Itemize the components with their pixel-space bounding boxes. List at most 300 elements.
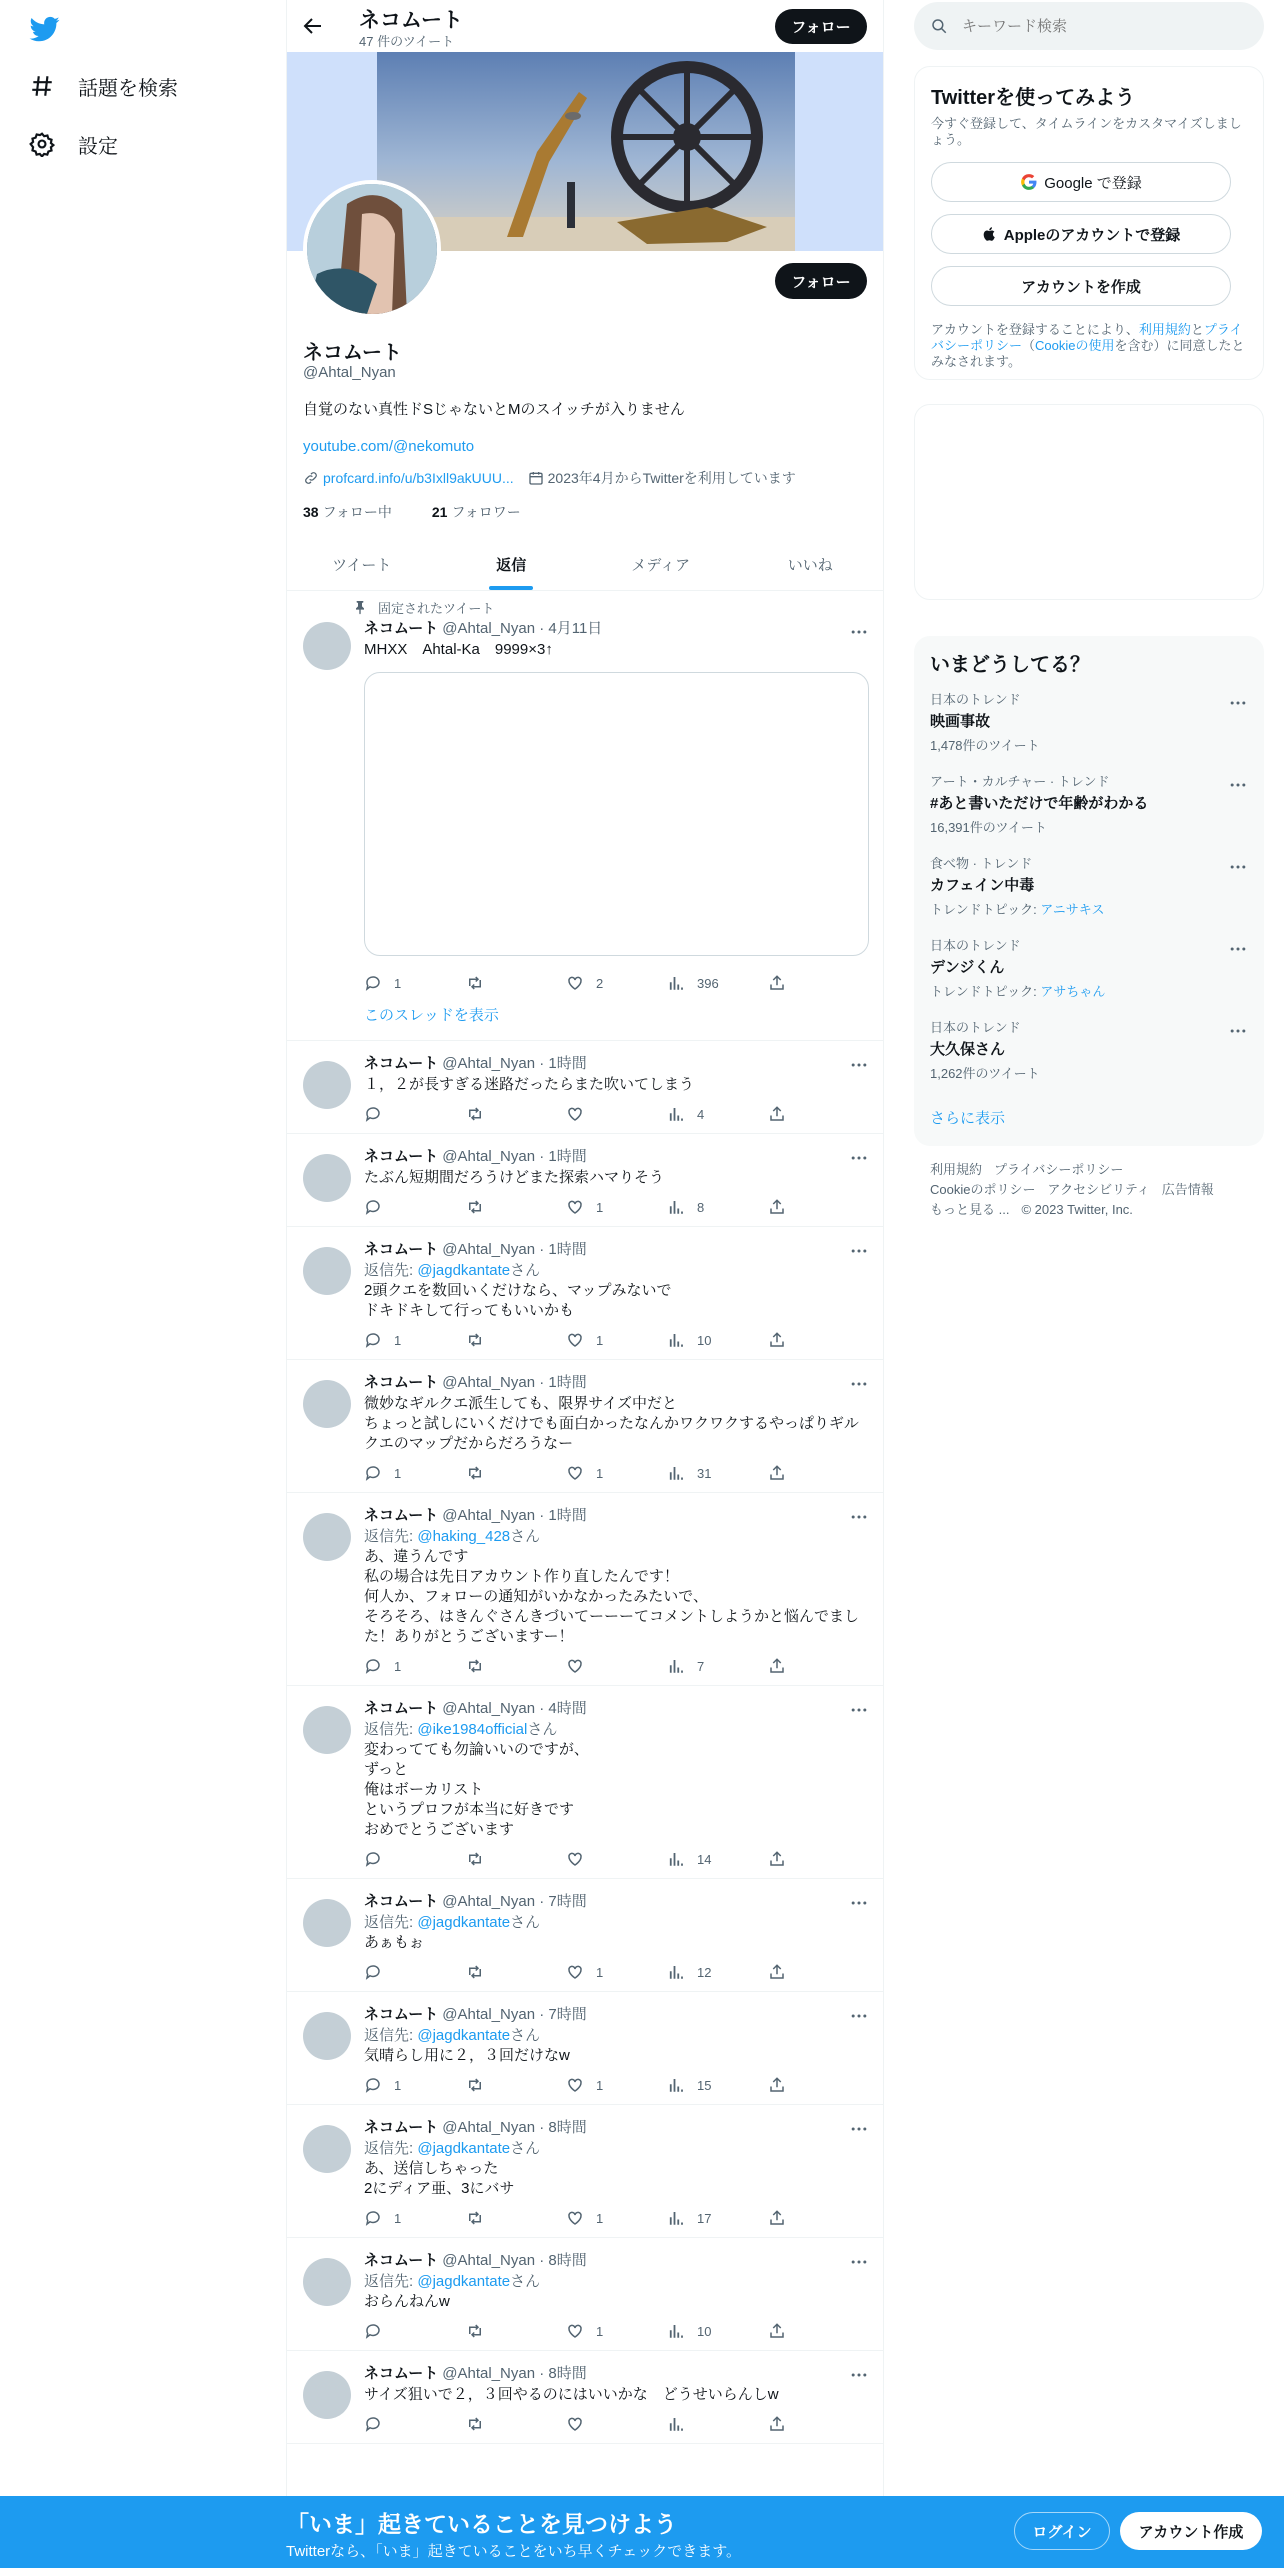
views-count: 15 xyxy=(697,2077,712,2093)
share-icon xyxy=(768,1331,786,1349)
trend-topic-link[interactable]: アサちゃん xyxy=(1040,984,1106,999)
avatar[interactable] xyxy=(303,1380,351,1428)
tweet-time[interactable]: 1時間 xyxy=(548,1374,587,1391)
tweet-author-name[interactable]: ネコムート xyxy=(364,1700,439,1717)
more-icon[interactable] xyxy=(849,1700,869,1720)
avatar[interactable] xyxy=(303,2258,351,2306)
more-icon[interactable] xyxy=(849,1148,869,1168)
footer-copyright: © 2023 Twitter, Inc. xyxy=(1021,1202,1133,1217)
views-button[interactable] xyxy=(667,1850,768,1868)
reply-button[interactable] xyxy=(364,1850,465,1868)
privacy-link[interactable]: プライバシーポリシー xyxy=(931,322,1243,353)
tweet-time[interactable]: 1時間 xyxy=(548,1148,587,1165)
profile-tabs xyxy=(287,538,884,591)
retweet-icon xyxy=(465,1198,485,1216)
tweet[interactable] xyxy=(287,1134,884,1227)
retweet-icon xyxy=(465,2322,485,2340)
tweet-author-name[interactable]: ネコムート xyxy=(364,1241,439,1258)
apple-icon xyxy=(982,225,998,243)
tweet-actions xyxy=(364,1953,869,1991)
profile-stats xyxy=(303,502,561,522)
tweet-header xyxy=(364,2250,869,2272)
search-icon xyxy=(930,17,948,35)
reply-to-mention[interactable]: @jagdkantate xyxy=(417,2140,511,2157)
reply-button[interactable] xyxy=(364,1657,465,1675)
views-button[interactable] xyxy=(667,2076,768,2094)
views-icon xyxy=(667,2076,685,2094)
gear-icon xyxy=(28,130,56,158)
terms-link[interactable]: 利用規約 xyxy=(1138,322,1191,337)
tweet-author-handle[interactable]: @Ahtal_Nyan xyxy=(442,2365,536,2382)
tweet[interactable] xyxy=(287,2105,884,2238)
followers-label: フォロワー xyxy=(451,504,521,520)
avatar-image xyxy=(307,184,437,314)
tweet-time[interactable]: 1時間 xyxy=(548,1507,587,1524)
like-button[interactable] xyxy=(566,2209,667,2227)
like-count: 1 xyxy=(596,1199,604,1215)
footer-cookie[interactable]: Cookieのポリシー xyxy=(930,1182,1036,1197)
share-icon xyxy=(768,2322,786,2340)
tweet[interactable] xyxy=(287,1360,884,1493)
more-icon[interactable] xyxy=(1228,1021,1248,1041)
tweet-time[interactable]: 8時間 xyxy=(548,2252,587,2269)
tweet[interactable] xyxy=(287,1992,884,2105)
more-icon[interactable] xyxy=(849,2365,869,2385)
retweet-button[interactable] xyxy=(465,1105,566,1123)
trend-item[interactable] xyxy=(914,1017,1264,1099)
tab-replies[interactable]: 返信 xyxy=(437,538,587,590)
tweet-text: あ、送信しちゃった 2にディア亜、3にバサ xyxy=(364,2160,515,2197)
bottom-banner-title: 「いま」起きていることを見つけよう xyxy=(286,2511,677,2537)
trend-item[interactable] xyxy=(914,689,1264,771)
more-icon[interactable] xyxy=(849,1893,869,1913)
tweet-actions xyxy=(364,2405,869,2443)
trend-count xyxy=(930,817,1248,836)
trend-item[interactable] xyxy=(914,771,1264,853)
reply-icon xyxy=(364,1850,382,1868)
profile-follow-button[interactable]: フォロー xyxy=(775,263,867,299)
retweet-button[interactable] xyxy=(465,1657,566,1675)
tweet[interactable] xyxy=(287,2238,884,2351)
avatar[interactable] xyxy=(303,2012,351,2060)
tweet-time[interactable]: 8時間 xyxy=(548,2119,587,2136)
retweet-button[interactable] xyxy=(465,2209,566,2227)
tweet-dot: · xyxy=(535,1700,549,1717)
retweet-icon xyxy=(465,1464,485,1482)
heart-icon xyxy=(566,974,584,992)
reply-count: 1 xyxy=(394,2210,402,2226)
views-button[interactable] xyxy=(667,1963,768,1981)
reply-to-prefix: 返信先: xyxy=(364,1914,418,1931)
pinned-label: 固定されたツイート xyxy=(378,600,495,616)
retweet-button[interactable] xyxy=(465,2322,566,2340)
tweet-dot: · xyxy=(535,620,549,637)
footer-more[interactable]: もっと見る ... xyxy=(930,1202,1010,1217)
more-icon[interactable] xyxy=(849,1374,869,1394)
tweet-author-name[interactable]: ネコムート xyxy=(364,1507,439,1524)
pinned-indicator xyxy=(356,598,869,616)
footer-ads[interactable]: 広告情報 xyxy=(1161,1182,1214,1197)
tweet-text: たぶん短期間だろうけどまた探索ハマりそう xyxy=(364,1169,665,1186)
nav-settings[interactable] xyxy=(28,124,118,164)
reply-to-suffix: さん xyxy=(510,2140,541,2157)
reply-to-mention[interactable]: @ike1984official xyxy=(417,1721,528,1738)
retweet-button[interactable] xyxy=(465,1963,566,1981)
cookie-link[interactable]: Cookieの使用 xyxy=(1035,338,1115,353)
share-icon xyxy=(768,1850,786,1868)
followers-link[interactable] xyxy=(432,502,541,522)
reply-count: 1 xyxy=(394,975,402,991)
tweet-dot: · xyxy=(535,2006,549,2023)
tweet-text: サイズ狙いで２，３回やるのにはいいかな どうせいらんしw xyxy=(364,2386,779,2403)
share-button[interactable] xyxy=(768,1464,798,1482)
more-icon[interactable] xyxy=(1228,857,1248,877)
profile-link[interactable]: profcard.info/u/b3Ixll9akUUU... xyxy=(323,470,514,486)
tweet-author-handle[interactable]: @Ahtal_Nyan xyxy=(442,1055,536,1072)
tweet-header xyxy=(364,1146,869,1168)
tweet-actions xyxy=(364,2066,869,2104)
reply-button[interactable] xyxy=(364,1198,465,1216)
tab-tweets[interactable]: ツイート xyxy=(332,556,392,574)
nav-explore-label: 話題を検索 xyxy=(78,77,178,100)
reply-to-mention[interactable]: @haking_428 xyxy=(417,1528,511,1545)
reply-to-mention[interactable]: @jagdkantate xyxy=(417,1262,511,1279)
avatar[interactable] xyxy=(303,2125,351,2173)
tweet-time[interactable]: 7時間 xyxy=(548,2006,587,2023)
show-thread-link[interactable]: このスレッドを表示 xyxy=(364,1007,499,1024)
views-button[interactable] xyxy=(667,1198,768,1216)
like-button[interactable] xyxy=(566,1963,667,1981)
like-button[interactable] xyxy=(566,1198,667,1216)
reply-button[interactable] xyxy=(364,2076,465,2094)
views-button[interactable] xyxy=(667,1657,768,1675)
share-button[interactable] xyxy=(768,974,798,992)
reply-button[interactable] xyxy=(364,2322,465,2340)
reply-button[interactable] xyxy=(364,2209,465,2227)
tweet-header xyxy=(364,1053,869,1075)
trend-count xyxy=(930,981,1248,1000)
tweet-header xyxy=(364,1372,869,1394)
tweet-header xyxy=(364,2363,869,2385)
tweet-actions xyxy=(364,2312,869,2350)
more-icon[interactable] xyxy=(849,2119,869,2139)
like-button[interactable] xyxy=(566,1850,667,1868)
trends-show-more[interactable]: さらに表示 xyxy=(930,1110,1006,1127)
tweet[interactable] xyxy=(287,1686,884,1879)
tab-media[interactable]: メディア xyxy=(631,556,691,574)
tweet-author-handle[interactable]: @Ahtal_Nyan xyxy=(442,620,536,637)
tweet[interactable] xyxy=(287,1227,884,1360)
more-icon[interactable] xyxy=(849,2006,869,2026)
login-button[interactable]: ログイン xyxy=(1014,2512,1110,2550)
heart-icon xyxy=(566,1331,584,1349)
retweet-button[interactable] xyxy=(465,2076,566,2094)
like-button[interactable] xyxy=(566,974,667,992)
views-button[interactable] xyxy=(667,2415,768,2433)
profile-header-bar xyxy=(287,0,884,52)
tweet-author-handle[interactable]: @Ahtal_Nyan xyxy=(442,1374,536,1391)
avatar[interactable] xyxy=(303,1154,351,1202)
tweet-dot: · xyxy=(535,1241,549,1258)
retweet-button[interactable] xyxy=(465,1850,566,1868)
avatar[interactable] xyxy=(303,622,351,670)
tweet-dot: · xyxy=(535,1893,549,1910)
signup-desc: 今すぐ登録して、タイムラインをカスタマイズしましょう。 xyxy=(931,116,1242,147)
tweet-header xyxy=(364,618,869,640)
heart-icon xyxy=(566,1963,584,1981)
tweet-author-name[interactable]: ネコムート xyxy=(364,620,439,637)
tweet-dot: · xyxy=(535,2365,549,2382)
tweet-dot: · xyxy=(535,1055,549,1072)
share-button[interactable] xyxy=(768,1850,798,1868)
pinned-tweet[interactable] xyxy=(287,592,884,1041)
search-box[interactable] xyxy=(914,2,1264,50)
retweet-icon xyxy=(465,2076,485,2094)
reply-count: 1 xyxy=(394,2077,402,2093)
pin-icon xyxy=(352,599,368,615)
reply-to-mention[interactable]: @jagdkantate xyxy=(417,2273,511,2290)
views-button[interactable] xyxy=(667,2322,768,2340)
trend-category: 日本のトレンド xyxy=(930,1020,1021,1035)
trend-item[interactable] xyxy=(914,935,1264,1017)
like-button[interactable] xyxy=(566,2415,667,2433)
reply-to-line xyxy=(364,2139,869,2159)
tweet-header xyxy=(364,1239,869,1261)
views-count: 396 xyxy=(697,975,719,991)
reply-button[interactable] xyxy=(364,1331,465,1349)
like-button[interactable] xyxy=(566,2322,667,2340)
views-icon xyxy=(667,1850,685,1868)
footer-privacy[interactable]: プライバシーポリシー xyxy=(994,1162,1124,1177)
heart-icon xyxy=(566,1198,584,1216)
profile-avatar[interactable] xyxy=(303,180,441,318)
tweet-text: あぁもぉ xyxy=(364,1934,424,1951)
reply-icon xyxy=(364,2209,382,2227)
tweet-author-name[interactable]: ネコムート xyxy=(364,1893,439,1910)
tweet-time[interactable]: 7時間 xyxy=(548,1893,587,1910)
avatar[interactable] xyxy=(303,1899,351,1947)
retweet-icon xyxy=(465,1963,485,1981)
heart-icon xyxy=(566,2209,584,2227)
trend-tweet-count: 1,262件のツイート xyxy=(930,1066,1040,1081)
share-icon xyxy=(768,2076,786,2094)
tweet[interactable] xyxy=(287,1493,884,1686)
twitter-bird-icon[interactable] xyxy=(28,14,62,44)
tweet-header xyxy=(364,2004,869,2026)
reply-icon xyxy=(364,1331,382,1349)
trend-category: アート・カルチャー · トレンド xyxy=(930,774,1110,789)
tweet-author-name[interactable]: ネコムート xyxy=(364,1055,439,1072)
tweet-author-handle[interactable]: @Ahtal_Nyan xyxy=(442,1241,536,1258)
share-button[interactable] xyxy=(768,1657,798,1675)
retweet-button[interactable] xyxy=(465,1331,566,1349)
nav-settings-label: 設定 xyxy=(78,135,118,158)
avatar[interactable] xyxy=(303,2371,351,2419)
like-button[interactable] xyxy=(566,1464,667,1482)
share-button[interactable] xyxy=(768,1331,798,1349)
views-icon xyxy=(667,1963,685,1981)
trend-topic-link[interactable]: アニサキス xyxy=(1040,902,1105,917)
views-count: 31 xyxy=(697,1465,712,1481)
left-nav xyxy=(0,0,286,2568)
tweet-text: あ、違うんです 私の場合は先日アカウント作り直したんです！ 何人か、フォローの通知がいかなかったみたいで、 そろそろ、はきんぐさんきづいてーーーてコメントしようかと悩んでまし た！ありがとうございますー！ xyxy=(364,1548,860,1645)
tweet-author-handle[interactable]: @Ahtal_Nyan xyxy=(442,2119,536,2136)
share-button[interactable] xyxy=(768,2076,798,2094)
tweet-header xyxy=(364,1891,869,1913)
retweet-icon xyxy=(465,2209,485,2227)
tweet-time[interactable]: 4月11日 xyxy=(548,620,603,637)
reply-button[interactable] xyxy=(364,1963,465,1981)
more-icon[interactable] xyxy=(1228,693,1248,713)
avatar[interactable] xyxy=(303,1247,351,1295)
share-button[interactable] xyxy=(768,1963,798,1981)
tweet-author-handle[interactable]: @Ahtal_Nyan xyxy=(442,1700,536,1717)
reply-icon xyxy=(364,2322,382,2340)
like-button[interactable] xyxy=(566,2076,667,2094)
tweet-media[interactable] xyxy=(364,672,869,956)
trend-item[interactable] xyxy=(914,853,1264,935)
footer-links xyxy=(930,1160,1250,1220)
tweet-header xyxy=(364,1698,869,1720)
views-button[interactable] xyxy=(667,1464,768,1482)
tweet[interactable] xyxy=(287,1041,884,1134)
trend-name: カフェイン中毒 xyxy=(930,877,1035,894)
share-icon xyxy=(768,2415,786,2433)
create-account-button[interactable]: アカウントを作成 xyxy=(931,266,1231,306)
retweet-button[interactable] xyxy=(465,1198,566,1216)
tweet-time[interactable]: 4時間 xyxy=(548,1700,587,1717)
retweet-button[interactable] xyxy=(465,1464,566,1482)
more-icon[interactable] xyxy=(849,1507,869,1527)
tweet-author-handle[interactable]: @Ahtal_Nyan xyxy=(442,1148,536,1165)
header-name: ネコムート xyxy=(359,9,463,32)
tweet-dot: · xyxy=(535,1148,549,1165)
more-icon[interactable] xyxy=(849,1055,869,1075)
avatar[interactable] xyxy=(303,1706,351,1754)
retweet-icon xyxy=(465,974,485,992)
tweet-time[interactable]: 1時間 xyxy=(548,1055,587,1072)
bottom-signup-banner xyxy=(0,2496,1284,2568)
header-follow-button[interactable]: フォロー xyxy=(775,9,867,44)
trend-list xyxy=(914,689,1264,1099)
share-button[interactable] xyxy=(768,1105,798,1123)
tweet-author-handle[interactable]: @Ahtal_Nyan xyxy=(442,1507,536,1524)
heart-icon xyxy=(566,1657,584,1675)
trend-tweet-count: 16,391件のツイート xyxy=(930,820,1047,835)
reply-to-mention[interactable]: @jagdkantate xyxy=(417,2027,511,2044)
reply-button[interactable] xyxy=(364,1464,465,1482)
like-count: 1 xyxy=(596,1465,604,1481)
retweet-icon xyxy=(465,1331,485,1349)
like-button[interactable] xyxy=(566,1331,667,1349)
profile-handle: @Ahtal_Nyan xyxy=(303,364,396,381)
bottom-banner-subtitle: Twitterなら、「いま」起きていることをいち早くチェックできます。 xyxy=(286,2543,742,2560)
share-icon xyxy=(768,1657,786,1675)
reply-to-suffix: さん xyxy=(510,2273,541,2290)
tweet-time[interactable]: 1時間 xyxy=(548,1241,587,1258)
reply-to-mention[interactable]: @jagdkantate xyxy=(417,1914,511,1931)
tweet-header xyxy=(364,2117,869,2139)
signup-button[interactable]: アカウント作成 xyxy=(1120,2512,1262,2550)
trend-name: #あと書いただけで年齢がわかる xyxy=(930,795,1149,812)
footer-accessibility[interactable]: アクセシビリティ xyxy=(1047,1182,1150,1197)
tweet-actions xyxy=(364,2199,869,2237)
tweet-dot: · xyxy=(535,2252,549,2269)
footer-terms[interactable]: 利用規約 xyxy=(930,1162,983,1177)
tweet-author-handle[interactable]: @Ahtal_Nyan xyxy=(442,2006,536,2023)
views-count: 12 xyxy=(697,1964,712,1980)
trends-card xyxy=(914,636,1264,1146)
views-button[interactable] xyxy=(667,974,768,992)
more-icon[interactable] xyxy=(1228,939,1248,959)
nav-explore[interactable] xyxy=(28,66,178,106)
more-icon[interactable] xyxy=(849,2252,869,2272)
avatar[interactable] xyxy=(303,1061,351,1109)
tweet-author-name[interactable]: ネコムート xyxy=(364,2365,439,2382)
views-count: 8 xyxy=(697,1199,705,1215)
more-icon[interactable] xyxy=(1228,775,1248,795)
reply-to-line xyxy=(364,1527,869,1547)
link-icon xyxy=(303,470,319,486)
tweet-author-name[interactable]: ネコムート xyxy=(364,1148,439,1165)
retweet-button[interactable] xyxy=(465,974,566,992)
tweet-time[interactable]: 8時間 xyxy=(548,2365,587,2382)
trend-count xyxy=(930,735,1248,754)
share-button[interactable] xyxy=(768,2209,798,2227)
more-icon[interactable] xyxy=(849,1241,869,1261)
profile-website-link[interactable]: youtube.com/@nekomuto xyxy=(303,438,475,455)
like-count: 2 xyxy=(596,975,604,991)
retweet-icon xyxy=(465,1105,485,1123)
reply-count: 1 xyxy=(394,1465,402,1481)
views-button[interactable] xyxy=(667,1331,768,1349)
like-button[interactable] xyxy=(566,1105,667,1123)
tweet-author-name[interactable]: ネコムート xyxy=(364,2252,439,2269)
tweet-text: MHXX Ahtal-Ka 9999×3↑ xyxy=(364,641,553,658)
tab-likes[interactable]: いいね xyxy=(787,556,833,574)
tweet-author-name[interactable]: ネコムート xyxy=(364,2119,439,2136)
tweet[interactable] xyxy=(287,2351,884,2444)
signup-card xyxy=(914,66,1264,380)
retweet-button[interactable] xyxy=(465,2415,566,2433)
share-button[interactable] xyxy=(768,1198,798,1216)
heart-icon xyxy=(566,1850,584,1868)
reply-to-suffix: さん xyxy=(510,2027,541,2044)
reply-button[interactable] xyxy=(364,974,465,992)
following-link[interactable] xyxy=(303,502,412,522)
back-arrow-icon[interactable] xyxy=(301,14,325,38)
avatar[interactable] xyxy=(303,1513,351,1561)
search-input[interactable] xyxy=(962,18,1222,35)
tweet-author-name[interactable]: ネコムート xyxy=(364,2006,439,2023)
apple-signup-button[interactable] xyxy=(931,214,1231,254)
more-icon[interactable] xyxy=(849,622,869,642)
tweet[interactable] xyxy=(287,1879,884,1992)
views-button[interactable] xyxy=(667,2209,768,2227)
calendar-icon xyxy=(528,470,544,486)
tweet-text: 変わってても勿論いいのですが、 ずっと 俺はボーカリスト というプロフが本当に好きです おめでとうございます xyxy=(364,1741,589,1838)
tweet-author-handle[interactable]: @Ahtal_Nyan xyxy=(442,1893,536,1910)
views-button[interactable] xyxy=(667,1105,768,1123)
share-button[interactable] xyxy=(768,2415,798,2433)
reply-button[interactable] xyxy=(364,2415,465,2433)
tweet-author-handle[interactable]: @Ahtal_Nyan xyxy=(442,2252,536,2269)
google-signup-button[interactable] xyxy=(931,162,1231,202)
share-button[interactable] xyxy=(768,2322,798,2340)
tweet-author-name[interactable]: ネコムート xyxy=(364,1374,439,1391)
like-button[interactable] xyxy=(566,1657,667,1675)
reply-button[interactable] xyxy=(364,1105,465,1123)
